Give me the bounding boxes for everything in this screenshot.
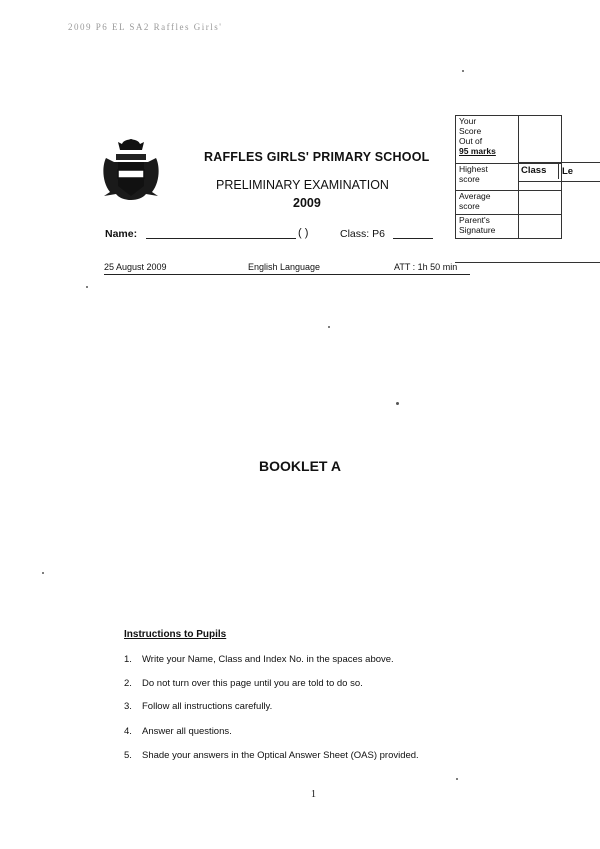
instruction-number: 4. — [124, 726, 132, 737]
scan-speck — [328, 326, 330, 328]
exam-year: 2009 — [293, 196, 321, 210]
scan-speck — [86, 286, 88, 288]
class-column-header — [518, 162, 600, 182]
instruction-text: Do not turn over this page until you are told to do so. — [142, 678, 363, 689]
score-row-line: Parent's — [459, 215, 490, 225]
instruction-item — [124, 654, 394, 665]
class-label: Class: P6 — [340, 228, 385, 240]
instruction-item — [124, 678, 363, 689]
score-row-line: Highest — [459, 164, 488, 174]
header-note: 2009 P6 EL SA2 Raffles Girls' — [68, 22, 223, 32]
exam-title: PRELIMINARY EXAMINATION — [216, 178, 389, 192]
instruction-item — [124, 701, 272, 712]
scan-speck — [396, 402, 399, 405]
school-name: RAFFLES GIRLS' PRIMARY SCHOOL — [204, 150, 430, 164]
exam-info-bar — [104, 262, 470, 275]
score-row-line: Out of — [459, 136, 483, 146]
score-row-line: Score — [459, 126, 482, 136]
instruction-text: Answer all questions. — [142, 726, 232, 737]
scan-speck — [456, 778, 458, 780]
score-row-line: score — [459, 201, 480, 211]
score-row-line: 95 marks — [459, 146, 496, 156]
exam-date: 25 August 2009 — [104, 262, 167, 272]
instruction-number: 3. — [124, 701, 132, 712]
exam-subject: English Language — [248, 262, 321, 272]
instructions-title: Instructions to Pupils — [124, 629, 227, 640]
score-row-label — [456, 164, 519, 191]
page-number: 1 — [311, 789, 316, 800]
instruction-number: 5. — [124, 750, 132, 761]
class-field[interactable] — [393, 238, 433, 239]
scan-speck — [42, 572, 44, 574]
instruction-number: 1. — [124, 654, 132, 665]
score-row-line: Your — [459, 116, 477, 126]
score-row-line: Signature — [459, 225, 496, 235]
name-field[interactable] — [146, 238, 296, 239]
instruction-text: Write your Name, Class and Index No. in the spaces above. — [142, 654, 394, 665]
instruction-number: 2. — [124, 678, 132, 689]
instruction-item — [124, 726, 232, 737]
name-label: Name: — [105, 228, 138, 240]
score-row-label — [456, 215, 519, 239]
parent-signature-cell[interactable] — [519, 215, 562, 239]
score-row-line: score — [459, 174, 480, 184]
divider — [455, 262, 600, 263]
partial-header-label: Le — [558, 163, 573, 179]
average-score-cell[interactable] — [519, 191, 562, 215]
score-row-label — [456, 116, 519, 164]
exam-time: ATT : 1h 50 min — [394, 262, 458, 272]
score-row-line: Average — [459, 191, 491, 201]
booklet-title: BOOKLET A — [259, 458, 341, 474]
your-score-cell[interactable] — [519, 116, 562, 164]
scan-speck — [462, 70, 464, 72]
class-header-label: Class — [521, 165, 547, 176]
school-crest-icon — [100, 136, 162, 208]
instruction-text: Follow all instructions carefully. — [142, 701, 273, 712]
index-number-field[interactable]: ( ) — [298, 227, 309, 239]
score-row-label — [456, 191, 519, 215]
instruction-item — [124, 750, 419, 761]
instruction-text: Shade your answers in the Optical Answer Sheet (OAS) provided. — [142, 750, 419, 761]
